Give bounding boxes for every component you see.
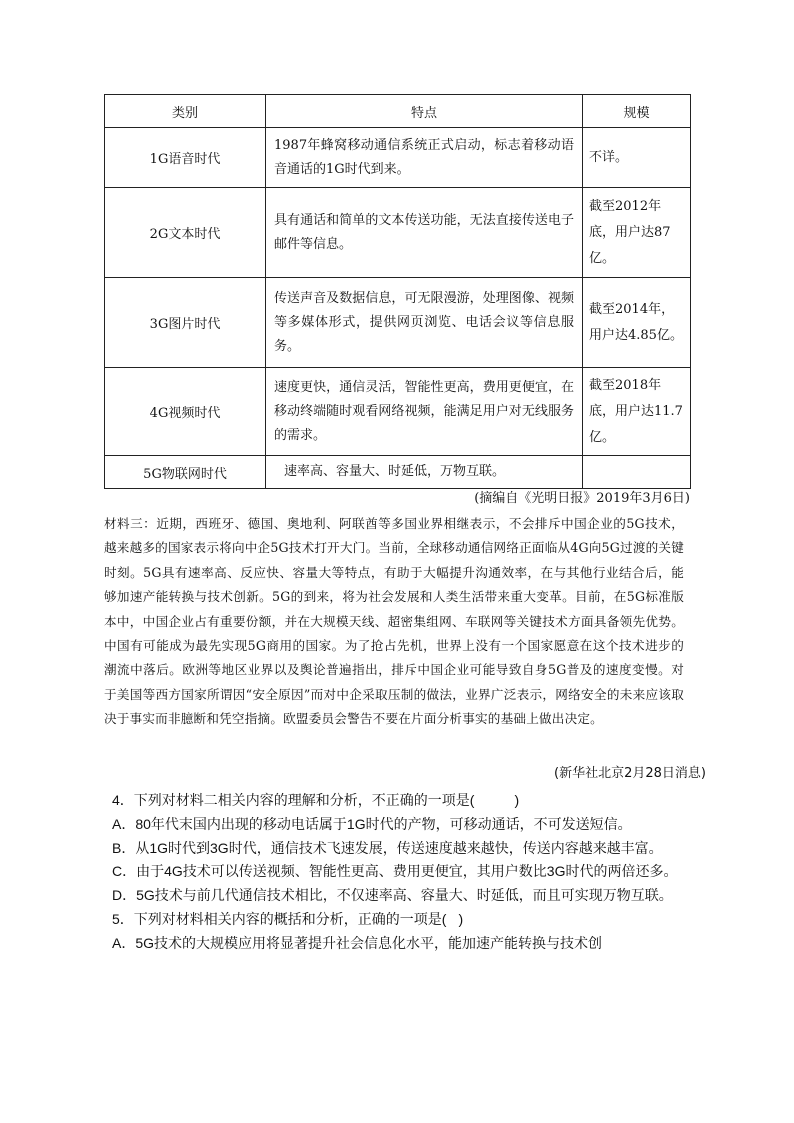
row-scale: 截至2014年，用户达4.85亿。 xyxy=(583,278,691,368)
table-row xyxy=(105,368,691,456)
source-citation-1: (摘编自《光明日报》2019年3月6日) xyxy=(474,491,690,506)
header-scale: 规模 xyxy=(583,95,691,128)
question-5-stem xyxy=(112,908,684,932)
row-category: 1G语音时代 xyxy=(105,128,266,188)
generation-table xyxy=(104,94,691,489)
row-scale: 不详。 xyxy=(583,128,691,188)
question-5-option-a: A．5G技术的大规模应用将显著提升社会信息化水平，能加速产能转换与技术创 xyxy=(112,934,603,951)
question-4-option-c: C．由于4G技术可以传送视频、智能性更高、费用更便宜，其用户数比3G时代的两倍还多。 xyxy=(112,863,678,880)
row-feature: 具有通话和简单的文本传送功能，无法直接传送电子邮件等信息。 xyxy=(266,188,583,278)
question-4-stem-close: ) xyxy=(514,792,520,808)
table-row xyxy=(105,188,691,278)
question-4-stem-text: 4．下列对材料二相关内容的理解和分析，不正确的一项是( xyxy=(112,792,475,808)
table-row xyxy=(105,128,691,188)
question-4-option-a: A．80年代末国内出现的移动电话属于1G时代的产物，可移动通话，不可发送短信。 xyxy=(112,815,632,832)
header-category: 类别 xyxy=(105,95,266,128)
questions-block xyxy=(112,789,684,956)
question-4-option-d: D．5G技术与前几代通信技术相比，不仅速率高、容量大、时延低，而且可实现万物互联。 xyxy=(112,887,673,904)
row-category: 2G文本时代 xyxy=(105,188,266,278)
row-feature: 速率高、容量大、时延低，万物互联。 xyxy=(266,456,583,489)
row-scale xyxy=(583,456,691,489)
row-feature: 速度更快，通信灵活，智能性更高，费用更便宜，在移动终端随时观看网络视频，能满足用户对无线服务的需求。 xyxy=(266,368,583,456)
row-feature: 1987年蜂窝移动通信系统正式启动，标志着移动语音通话的1G时代到来。 xyxy=(266,128,583,188)
source-citation-2: (新华社北京2月28日消息) xyxy=(554,766,706,781)
row-category: 5G物联网时代 xyxy=(105,456,266,489)
question-5-stem-text: 5．下列对材料相关内容的概括和分析，正确的一项是( xyxy=(112,910,447,927)
question-4-option-b: B．从1G时代到3G时代，通信技术飞速发展，传送速度越来越快，传送内容越来越丰富。 xyxy=(112,839,663,856)
row-scale: 截至2018年底，用户达11.7亿。 xyxy=(583,368,691,456)
material-three-paragraph: 材料三：近期，西班牙、德国、奥地利、阿联酋等多国业界相继表示，不会排斥中国企业的5G技术，越来越多的国家表示将向中企5G技术打开大门。当前，全球移动通信网络正面临从4G向5G过渡的关键时刻。5G具有速率高、反应快、容量大等特点，有助于大幅提升沟通效率，在与其他行业结合后，能够加速产能转换与技术创新。5G的到来，将为社会发展和人类生活带来重大变革。目前，在5G标准版本中，中国企业占有重要份额，并在大规模天线、超密集组网、车联网等关键技术方面具备领先优势。中国有可能成为最先实现5G商用的国家。为了抢占先机，世界上没有一个国家愿意在这个技术进步的潮流中落后。欧洲等地区业界以及舆论普遍指出，排斥中国企业可能导致自身5G普及的速度变慢。对于美国等西方国家所谓因“安全原因”而对中企采取压制的做法，业界广泛表示，网络安全的未来应该取决于事实而非臆断和凭空指摘。欧盟委员会警告不要在片面分析事实的基础上做出决定。 xyxy=(104,516,684,727)
header-feature: 特点 xyxy=(266,95,583,128)
question-4-stem xyxy=(112,789,684,813)
table-row xyxy=(105,278,691,368)
row-feature: 传送声音及数据信息，可无限漫游，处理图像、视频等多媒体形式，提供网页浏览、电话会议等信息服务。 xyxy=(266,278,583,368)
row-category: 4G视频时代 xyxy=(105,368,266,456)
row-scale: 截至2012年底，用户达87亿。 xyxy=(583,188,691,278)
question-5-stem-close: ) xyxy=(458,910,464,927)
row-category: 3G图片时代 xyxy=(105,278,266,368)
table-header-row xyxy=(105,95,691,128)
table-row xyxy=(105,456,691,489)
